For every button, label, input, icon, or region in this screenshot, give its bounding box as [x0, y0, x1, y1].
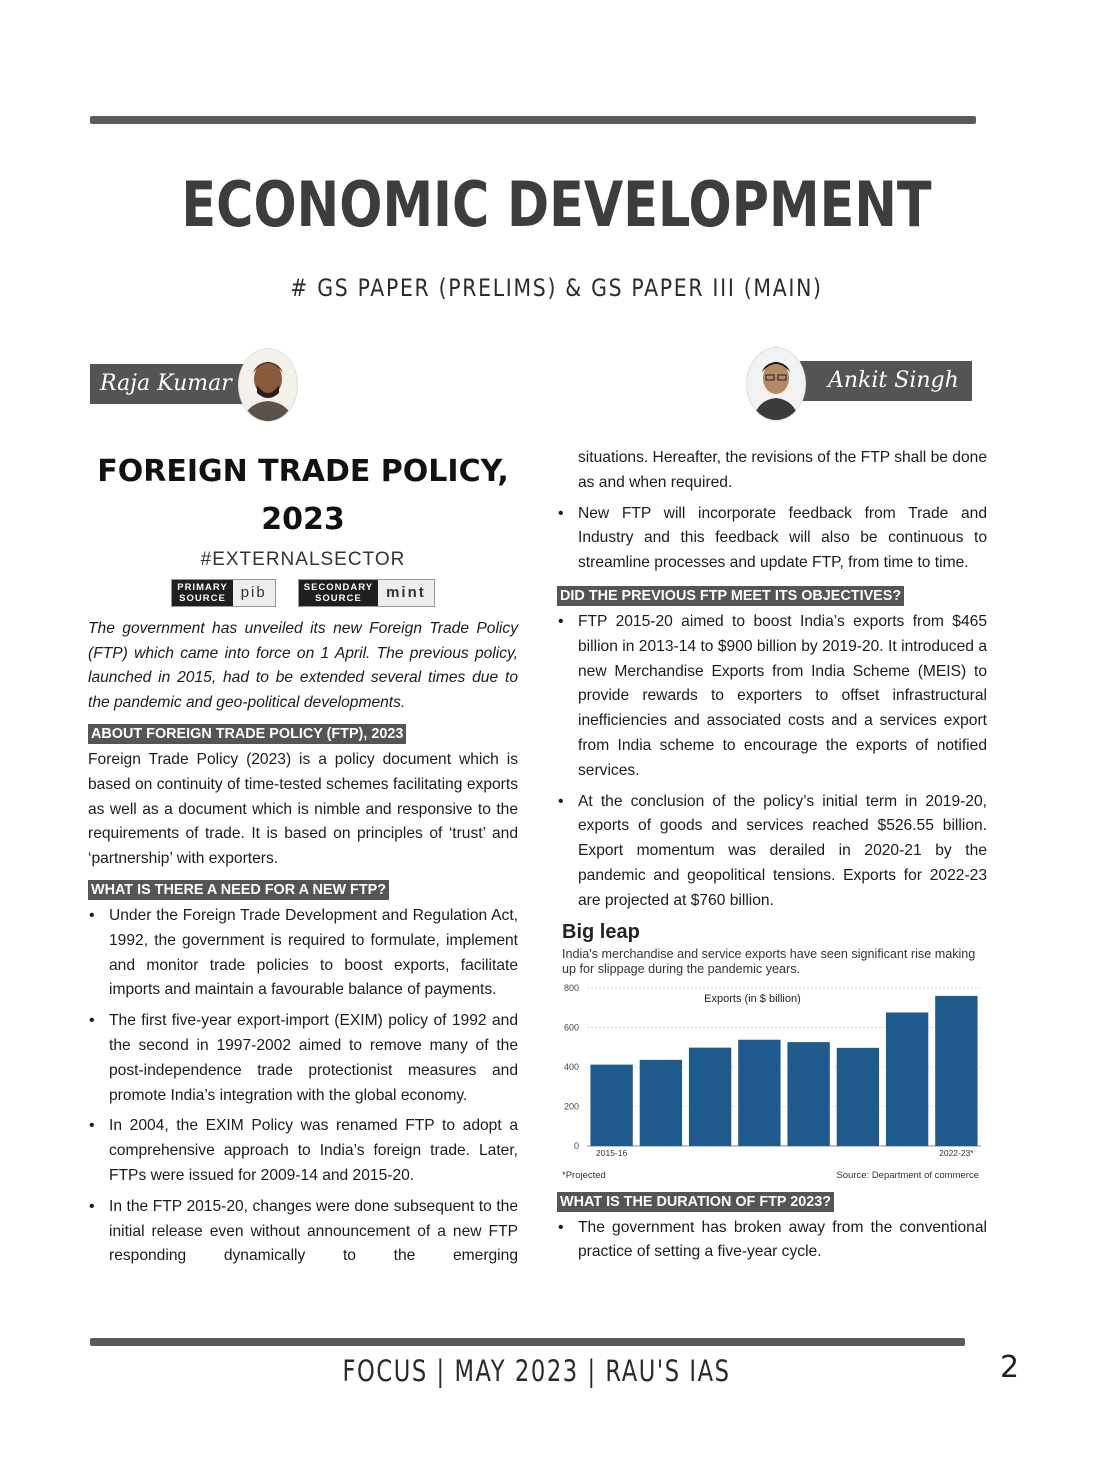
page-title: ECONOMIC DEVELOPMENT — [181, 168, 932, 241]
duration-bullet-list — [557, 1216, 987, 1266]
section-heading-objectives: DID THE PREVIOUS FTP MEET ITS OBJECTIVES? — [557, 586, 904, 606]
list-item: • The government has broken away from the conventional practice of setting a five-year cycle. — [557, 1216, 987, 1266]
person-icon — [239, 349, 297, 421]
page-subtitle: # GS PAPER (PRELIMS) & GS PAPER III (MAIN) — [290, 274, 823, 302]
chart-bar — [738, 1039, 780, 1145]
y-tick-label: 800 — [563, 982, 579, 993]
section-about-text: Foreign Trade Policy (2023) is a policy document which is based on continuity of time-tested schemes facilitating exports as well as a document which is nimble and responsive to the requirements of trade. It is based on principles of ‘trust’ and ‘partnership’ with exporters. — [88, 750, 518, 868]
section-heading-about: ABOUT FOREIGN TRADE POLICY (FTP), 2023 — [88, 724, 406, 744]
need-bullet-list — [88, 904, 518, 1269]
secondary-source-label: SECONDARY SOURCE — [299, 580, 378, 606]
y-tick-label: 200 — [563, 1101, 579, 1112]
exports-chart — [557, 920, 987, 1182]
author-right-name: Ankit Singh — [800, 361, 972, 401]
secondary-source-badge — [298, 579, 435, 607]
chart-subtitle: India's merchandise and service exports have seen significant rise making up for slippage during the pandemic years. — [562, 946, 976, 976]
list-item: • FTP 2015-20 aimed to boost India’s exports from $465 billion in 2013-14 to $900 billion by 2019-20. It introduced a new Merchandise Exports from India Scheme (MEIS) to provide rewards to exporters to offset infrastructural inefficiencies and associated costs and a services export from India scheme to encourage the exports of notified services. — [557, 610, 987, 784]
author-left-avatar — [238, 348, 298, 422]
chart-bar — [590, 1064, 632, 1145]
bottom-rule — [90, 1338, 965, 1346]
primary-source-label: PRIMARY SOURCE — [172, 580, 232, 606]
chart-title: Big leap — [562, 920, 640, 943]
y-tick-label: 600 — [563, 1022, 579, 1033]
chart-plot — [557, 920, 987, 1182]
page-number: 2 — [1000, 1350, 1020, 1385]
author-left-name: Raja Kumar — [90, 364, 250, 404]
x-tick-label: 2022-23* — [939, 1147, 974, 1158]
list-item-continued: situations. Hereafter, the revisions of the FTP shall be done as and when required. — [578, 449, 987, 491]
chart-bar — [640, 1059, 682, 1145]
section-heading-duration: WHAT IS THE DURATION OF FTP 2023? — [557, 1192, 834, 1212]
primary-source-name: pib — [233, 580, 275, 606]
chart-bar — [837, 1047, 879, 1145]
top-rule — [90, 116, 976, 124]
need-bullet-list-continued — [557, 502, 987, 576]
section-heading-need: WHAT IS THERE A NEED FOR A NEW FTP? — [88, 880, 389, 900]
objectives-bullet-list — [557, 610, 987, 914]
chart-bar — [935, 995, 977, 1145]
list-item: • In the FTP 2015-20, changes were done subsequent to the initial release even without announcement of a new FTP responding dynamically to the emerging — [88, 1195, 518, 1269]
article-title-line1: FOREIGN TRADE POLICY, — [97, 454, 509, 489]
series-label: Exports (in $ billion) — [704, 992, 801, 1005]
source-row — [88, 579, 518, 607]
article-title — [88, 448, 518, 544]
list-item: • In 2004, the EXIM Policy was renamed FTP to adopt a comprehensive approach to India’s foreign trade. Later, FTPs were issued for 2009-14 and 2015-20. — [88, 1114, 518, 1188]
y-tick-label: 400 — [563, 1061, 579, 1072]
chart-note: *Projected — [562, 1169, 606, 1181]
chart-bar — [689, 1047, 731, 1145]
chart-source: Source: Department of commerce — [836, 1169, 979, 1181]
chart-bar — [886, 1012, 928, 1146]
left-column — [88, 448, 518, 1275]
chart-bar — [787, 1042, 829, 1146]
author-right-avatar — [746, 347, 806, 421]
right-column — [557, 446, 987, 1271]
list-item: • The first five-year export-import (EXIM) policy of 1992 and the second in 1997-2002 aimed to remove many of the post-independence trade protectionist measures and promote India’s integration with the global economy. — [88, 1009, 518, 1108]
article-intro: The government has unveiled its new Foreign Trade Policy (FTP) which came into force on 1 April. The previous policy, launched in 2015, had to be extended several times due to the pandemic and geo-political developments. — [88, 619, 518, 712]
primary-source-badge — [171, 579, 276, 607]
secondary-source-name: mint — [378, 580, 434, 606]
y-tick-label: 0 — [573, 1140, 579, 1151]
person-icon — [747, 348, 805, 420]
footer-text: FOCUS | MAY 2023 | RAU'S IAS — [342, 1354, 731, 1388]
list-item: • New FTP will incorporate feedback from Trade and Industry and this feedback will also be continuous to streamline processes and update FTP, from time to time. — [557, 502, 987, 576]
list-item: • At the conclusion of the policy’s initial term in 2019-20, exports of goods and services reached $526.55 billion. Export momentum was derailed in 2020-21 by the pandemic and geopolitical tensions. Exports for 2022-23 are projected at $760 billion. — [557, 790, 987, 914]
list-item: • Under the Foreign Trade Development and Regulation Act, 1992, the government is required to formulate, implement and monitor trade policies to boost exports, facilitate imports and maintain a favourable balance of payments. — [88, 904, 518, 1003]
x-tick-label: 2015-16 — [596, 1147, 628, 1158]
article-title-line2: 2023 — [261, 502, 345, 537]
article-tag: #EXTERNALSECTOR — [200, 549, 406, 570]
